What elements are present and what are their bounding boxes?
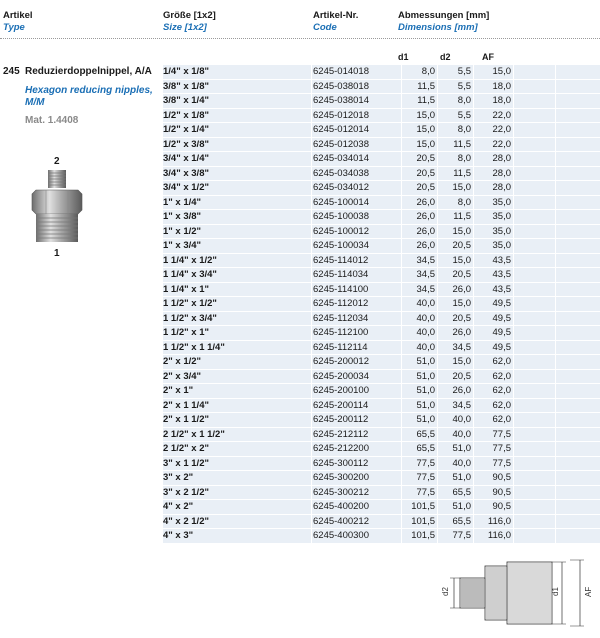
cell-code: 6245-114012 (313, 254, 369, 266)
cell-af: 18,0 (492, 95, 511, 106)
cell-af: 43,5 (492, 254, 511, 266)
cell-code: 6245-100038 (313, 211, 369, 222)
cell-code: 6245-114034 (313, 269, 369, 280)
cell-d2: 15,0 (452, 225, 471, 237)
cell-d2: 77,5 (452, 530, 471, 541)
table-row (163, 442, 600, 457)
cell-af: 90,5 (492, 486, 511, 498)
header-size (163, 10, 216, 34)
cell-d1: 34,5 (416, 269, 435, 280)
cell-af: 49,5 (492, 312, 511, 324)
cell-size: 1" x 1/4" (163, 196, 202, 208)
cell-d2: 26,0 (452, 385, 471, 396)
cell-d1: 26,0 (416, 240, 435, 251)
header-article-de: Artikel (3, 10, 33, 21)
cell-size: 3/4" x 1/4" (163, 153, 209, 164)
cell-d1: 8,0 (421, 66, 435, 77)
cell-d1: 77,5 (416, 472, 435, 483)
table-row (163, 384, 600, 399)
table-row (163, 268, 600, 283)
table-row (163, 326, 600, 341)
cell-af: 62,0 (492, 356, 511, 367)
drawing-label-d2: d2 (441, 587, 450, 596)
cell-af: 49,5 (492, 327, 511, 338)
cell-d1: 40,0 (416, 298, 435, 309)
cell-af: 35,0 (492, 240, 511, 251)
cell-af: 49,5 (492, 298, 511, 309)
cell-size: 2" x 1 1/2" (163, 414, 209, 425)
cell-code: 6245-038014 (313, 95, 369, 106)
cell-code: 6245-400300 (313, 530, 369, 541)
table-row (163, 515, 600, 530)
column-separator (513, 65, 514, 544)
cell-size: 1 1/4" x 1/2" (163, 254, 217, 266)
cell-size: 1 1/2" x 1/2" (163, 298, 217, 309)
header-size-de: Größe [1x2] (163, 10, 216, 21)
cell-code: 6245-012038 (313, 138, 369, 150)
cell-size: 3" x 1 1/2" (163, 457, 209, 469)
header-code-de: Artikel-Nr. (313, 10, 359, 21)
cell-d1: 40,0 (416, 312, 435, 324)
cell-size: 3/4" x 3/8" (163, 167, 209, 179)
cell-af: 62,0 (492, 385, 511, 396)
cell-code: 6245-034014 (313, 153, 369, 164)
cell-d1: 20,5 (416, 153, 435, 164)
cell-af: 43,5 (492, 269, 511, 280)
cell-code: 6245-034012 (313, 182, 369, 193)
cell-code: 6245-300112 (313, 457, 369, 469)
cell-size: 2" x 1/2" (163, 356, 202, 367)
table-row (163, 355, 600, 370)
table-row (163, 152, 600, 167)
cell-d1: 20,5 (416, 182, 435, 193)
subheader-d2: d2 (440, 52, 451, 62)
cell-code: 6245-400200 (313, 501, 369, 512)
table-row (163, 312, 600, 327)
fitting-label-top: 2 (54, 156, 60, 167)
cell-d1: 11,5 (417, 80, 435, 92)
table-row (163, 370, 600, 385)
cell-d2: 51,0 (452, 472, 471, 483)
column-separator (311, 65, 312, 544)
table-row (163, 500, 600, 515)
table-row (163, 181, 600, 196)
cell-code: 6245-100012 (313, 225, 369, 237)
cell-d1: 34,5 (416, 283, 435, 295)
cell-code: 6245-112100 (313, 327, 369, 338)
cell-d1: 11,5 (417, 95, 435, 106)
cell-size: 2 1/2" x 1 1/2" (163, 428, 225, 440)
cell-d2: 11,5 (453, 138, 471, 150)
cell-code: 6245-212112 (313, 428, 369, 440)
cell-d2: 20,5 (452, 312, 471, 324)
cell-d1: 26,0 (416, 196, 435, 208)
header-size-en: Size [1x2] (163, 22, 207, 33)
cell-af: 35,0 (492, 225, 511, 237)
cell-d2: 26,0 (452, 283, 471, 295)
article-material: Mat. 1.4408 (25, 115, 79, 126)
drawing-label-d1: d1 (551, 587, 560, 596)
cell-size: 3/4" x 1/2" (163, 182, 209, 193)
cell-d2: 20,5 (452, 370, 471, 382)
cell-d1: 51,0 (416, 370, 435, 382)
cell-af: 28,0 (492, 182, 511, 193)
cell-d2: 11,5 (453, 211, 471, 222)
subheader-af: AF (482, 52, 494, 62)
cell-code: 6245-034038 (313, 167, 369, 179)
header-dimensions (398, 10, 489, 34)
cell-af: 22,0 (492, 109, 511, 121)
cell-d2: 40,0 (452, 457, 471, 469)
cell-size: 4" x 2" (163, 501, 194, 512)
cell-code: 6245-200012 (313, 356, 369, 367)
cell-size: 1/4" x 1/8" (163, 66, 209, 77)
cell-d1: 15,0 (416, 109, 435, 121)
product-table (163, 65, 600, 544)
cell-size: 2" x 3/4" (163, 370, 202, 382)
cell-af: 62,0 (492, 370, 511, 382)
cell-d1: 40,0 (416, 327, 435, 338)
cell-code: 6245-114100 (313, 283, 369, 295)
cell-d2: 15,0 (452, 298, 471, 309)
cell-d2: 15,0 (452, 254, 471, 266)
article-name-en: Hexagon reducing nipples, M/M (25, 85, 153, 108)
fitting-illustration (22, 156, 92, 259)
drawing-label-af: AF (584, 586, 593, 597)
cell-af: 90,5 (492, 501, 511, 512)
cell-d1: 20,5 (416, 167, 435, 179)
cell-d1: 51,0 (416, 356, 435, 367)
table-row (163, 196, 600, 211)
header-article (3, 10, 33, 34)
cell-size: 1 1/2" x 1 1/4" (163, 341, 225, 353)
cell-af: 43,5 (492, 283, 511, 295)
cell-size: 1/2" x 1/8" (163, 109, 209, 121)
cell-af: 22,0 (492, 124, 511, 135)
table-row (163, 413, 600, 428)
cell-size: 1 1/4" x 3/4" (163, 269, 217, 280)
cell-code: 6245-038018 (313, 80, 369, 92)
cell-af: 77,5 (492, 457, 511, 469)
cell-code: 6245-112012 (313, 298, 369, 309)
table-row (163, 239, 600, 254)
cell-af: 15,0 (492, 66, 511, 77)
cell-d2: 15,0 (452, 182, 471, 193)
cell-size: 1" x 3/4" (163, 240, 202, 251)
cell-size: 4" x 2 1/2" (163, 515, 209, 527)
cell-d2: 26,0 (452, 327, 471, 338)
cell-size: 2" x 1 1/4" (163, 399, 209, 411)
table-row (163, 529, 600, 544)
column-separator (401, 65, 402, 544)
cell-code: 6245-200100 (313, 385, 369, 396)
table-row (163, 399, 600, 414)
cell-af: 62,0 (492, 399, 511, 411)
table-row (163, 428, 600, 443)
cell-size: 1/2" x 1/4" (163, 124, 209, 135)
cell-af: 22,0 (492, 138, 511, 150)
table-row (163, 80, 600, 95)
cell-d1: 77,5 (416, 486, 435, 498)
cell-d2: 8,0 (457, 124, 471, 135)
table-row (163, 486, 600, 501)
header-code (313, 10, 358, 34)
cell-af: 35,0 (492, 211, 511, 222)
cell-d2: 34,5 (452, 399, 471, 411)
cell-code: 6245-012014 (313, 124, 369, 135)
header-code-en: Code (313, 22, 337, 33)
cell-d2: 51,0 (452, 501, 471, 512)
cell-af: 116,0 (487, 515, 511, 527)
cell-code: 6245-212200 (313, 443, 369, 454)
table-row (163, 138, 600, 153)
cell-d2: 20,5 (452, 269, 471, 280)
cell-af: 35,0 (492, 196, 511, 208)
cell-af: 90,5 (492, 472, 511, 483)
cell-code: 6245-112114 (313, 341, 368, 353)
table-row (163, 471, 600, 486)
column-separator (437, 65, 438, 544)
cell-size: 1 1/2" x 3/4" (163, 312, 217, 324)
article-number: 245 (3, 66, 20, 77)
cell-d1: 65,5 (416, 428, 435, 440)
cell-d2: 8,0 (457, 196, 471, 208)
cell-code: 6245-100014 (313, 196, 369, 208)
table-row (163, 109, 600, 124)
cell-d1: 77,5 (416, 457, 435, 469)
table-row (163, 254, 600, 269)
cell-size: 3" x 2 1/2" (163, 486, 209, 498)
cell-d2: 5,5 (457, 80, 471, 92)
cell-d2: 40,0 (452, 428, 471, 440)
cell-d1: 15,0 (416, 138, 435, 150)
cell-code: 6245-012018 (313, 109, 369, 121)
cell-d2: 5,5 (457, 109, 471, 121)
table-row (163, 167, 600, 182)
cell-d2: 65,5 (452, 486, 471, 498)
table-row (163, 94, 600, 109)
cell-code: 6245-112034 (313, 312, 369, 324)
article-name-de: Reduzierdoppelnippel, A/A (25, 66, 152, 77)
cell-af: 49,5 (492, 341, 511, 353)
cell-size: 1/2" x 3/8" (163, 138, 209, 150)
hex-nipple-icon (22, 168, 92, 248)
subheader-d1: d1 (398, 52, 409, 62)
cell-d1: 15,0 (416, 124, 435, 135)
cell-d1: 40,0 (416, 341, 435, 353)
cell-d1: 26,0 (416, 211, 435, 222)
cell-size: 1 1/4" x 1" (163, 283, 209, 295)
cell-code: 6245-200114 (313, 399, 369, 411)
cell-size: 1" x 1/2" (163, 225, 202, 237)
header-article-en: Type (3, 22, 25, 33)
table-row (163, 123, 600, 138)
cell-size: 3" x 2" (163, 472, 194, 483)
table-row (163, 297, 600, 312)
cell-af: 28,0 (492, 153, 511, 164)
cell-d2: 40,0 (452, 414, 471, 425)
cell-d2: 5,5 (457, 66, 471, 77)
cell-af: 77,5 (492, 428, 511, 440)
table-row (163, 225, 600, 240)
cell-af: 62,0 (492, 414, 511, 425)
cell-d2: 11,5 (453, 167, 471, 179)
table-row (163, 457, 600, 472)
cell-af: 116,0 (487, 530, 511, 541)
header-dimensions-en: Dimensions [mm] (398, 22, 478, 33)
cell-d1: 101,5 (411, 501, 435, 512)
cell-af: 77,5 (492, 443, 511, 454)
cell-code: 6245-200112 (313, 414, 369, 425)
cell-code: 6245-300212 (313, 486, 369, 498)
cell-d2: 51,0 (452, 443, 471, 454)
table-row (163, 210, 600, 225)
cell-af: 18,0 (492, 80, 511, 92)
cell-code: 6245-300200 (313, 472, 369, 483)
dimension-drawing (430, 556, 595, 632)
cell-code: 6245-400212 (313, 515, 369, 527)
cell-d1: 65,5 (416, 443, 435, 454)
cell-size: 1 1/2" x 1" (163, 327, 209, 338)
header-divider (0, 38, 600, 39)
table-row (163, 283, 600, 298)
cell-d2: 15,0 (452, 356, 471, 367)
cell-d1: 51,0 (416, 385, 435, 396)
cell-d2: 8,0 (457, 153, 471, 164)
cell-size: 1" x 3/8" (163, 211, 202, 222)
cell-size: 2 1/2" x 2" (163, 443, 209, 454)
cell-d1: 34,5 (416, 254, 435, 266)
cell-d1: 101,5 (411, 530, 435, 541)
header-dimensions-de: Abmessungen [mm] (398, 10, 490, 21)
cell-code: 6245-200034 (313, 370, 369, 382)
column-separator (555, 65, 556, 544)
cell-code: 6245-014018 (313, 66, 369, 77)
cell-d2: 34,5 (452, 341, 471, 353)
cell-size: 2" x 1" (163, 385, 194, 396)
fitting-label-bottom: 1 (54, 248, 60, 259)
cell-code: 6245-100034 (313, 240, 369, 251)
cell-d1: 101,5 (411, 515, 435, 527)
cell-d1: 51,0 (416, 399, 435, 411)
cell-d2: 8,0 (457, 95, 471, 106)
cell-size: 3/8" x 1/4" (163, 95, 209, 106)
table-row (163, 341, 600, 356)
cell-d1: 26,0 (416, 225, 435, 237)
cell-d1: 51,0 (416, 414, 435, 425)
table-row (163, 65, 600, 80)
cell-af: 28,0 (492, 167, 511, 179)
cell-size: 3/8" x 1/8" (163, 80, 209, 92)
cell-d2: 65,5 (452, 515, 471, 527)
cell-d2: 20,5 (452, 240, 471, 251)
cell-size: 4" x 3" (163, 530, 194, 541)
column-separator (473, 65, 474, 544)
